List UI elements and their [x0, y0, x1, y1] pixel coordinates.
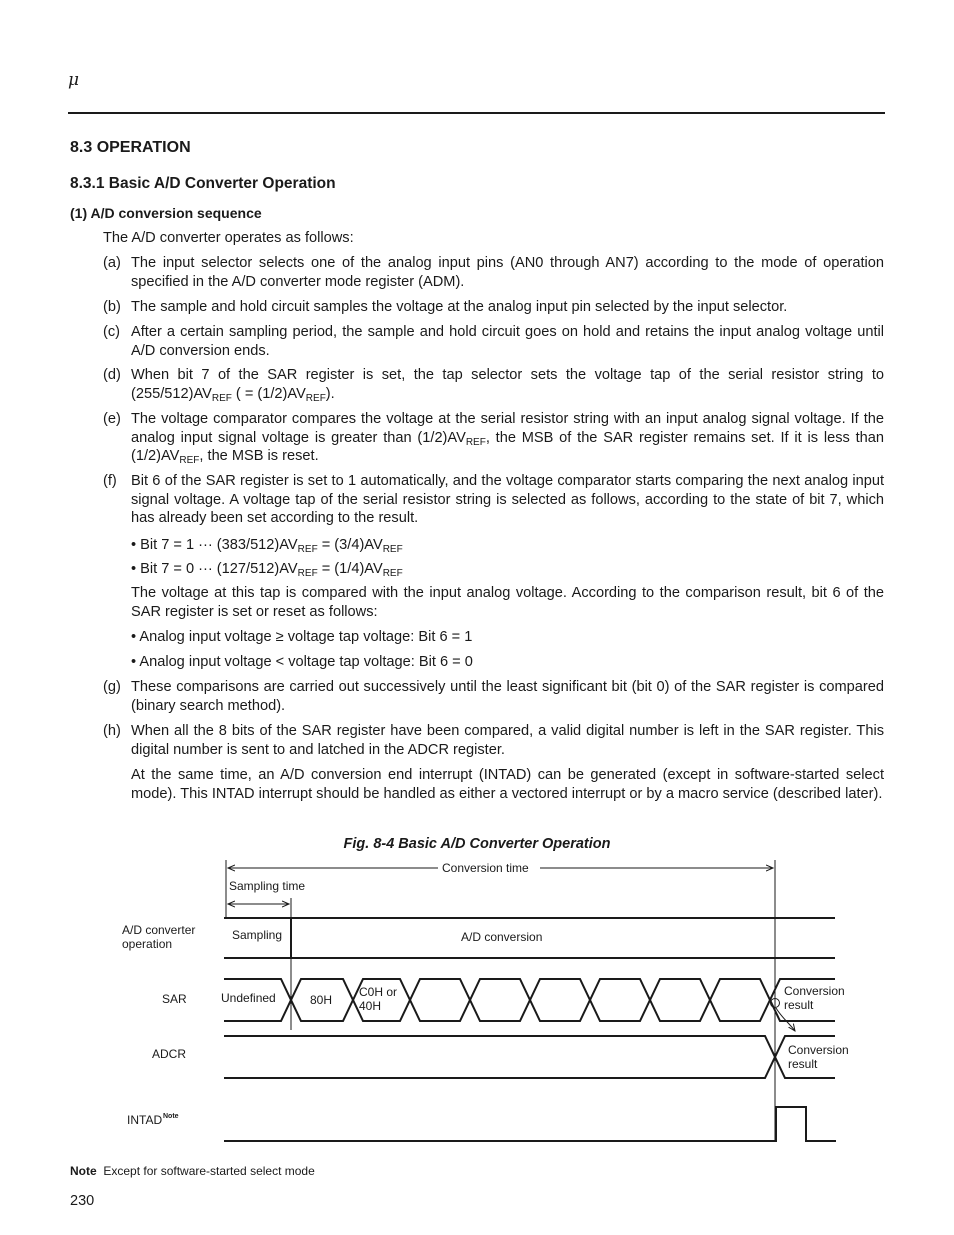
adc-operation-label-1: A/D converter — [122, 923, 196, 937]
step-f-para: The voltage at this tap is compared with the input analog voltage. According to the comparison result, bit 6 of the SAR register is set or reset as follows: — [131, 585, 884, 620]
sar-80h-label: 80H — [310, 993, 333, 1007]
bullet-bit7-0: • Bit 7 = 0 ··· $(127/512)AV_{REF} = (1/4)AV_{REF}$ — [131, 561, 403, 579]
section-title: 8.3 OPERATION — [70, 139, 191, 156]
step-c-text: After a certain sampling period, the sample and hold circuit goes on hold and retains the input analog voltage until A/D conversion ends. — [131, 324, 884, 359]
sampling-label: Sampling — [232, 928, 283, 942]
mu-symbol: μ — [68, 70, 80, 90]
adcr-label: ADCR — [152, 1047, 187, 1061]
step-c-label: (c) — [103, 324, 121, 340]
intad-label: INTAD — [127, 1113, 163, 1127]
step-a-text: The input selector selects one of the analog input pins (AN0 through AN7) according to the mode of operation specified in the A/D converter mode register (ADM). — [131, 255, 884, 290]
adcr-bus-bottom — [224, 1057, 835, 1078]
sar-label: SAR — [162, 992, 187, 1006]
note-text: Except for software-started select mode — [103, 1164, 315, 1178]
subsection-title: 8.3.1 Basic A/D Converter Operation — [70, 175, 336, 192]
item-heading: (1) A/D conversion sequence — [70, 205, 262, 221]
sar-result-label-2: result — [784, 998, 814, 1012]
ad-conversion-label: A/D conversion — [461, 930, 543, 944]
undefined-label: Undefined — [221, 991, 276, 1005]
step-d-label: (d) — [103, 367, 121, 383]
step-e-text: The voltage comparator compares the voltage at the serial resistor string with an input analog signal voltage. If the analog input signal voltage is greater than $(1/2)AV_{REF}$, the MSB of the SAR register remains set. If it is less than $(1/2)AV_{REF}$, the MSB is reset. — [131, 411, 884, 466]
step-b-text: The sample and hold circuit samples the voltage at the analog input pin selected by the input selector. — [131, 299, 788, 315]
sampling-time-label: Sampling time — [229, 879, 306, 893]
step-h-label: (h) — [103, 723, 121, 739]
figure-caption: Fig. 8-4 Basic A/D Converter Operation — [343, 836, 611, 852]
step-f-text: Bit 6 of the SAR register is set to 1 automatically, and the voltage comparator starts comparing the next analog input signal voltage. A voltage tap of the serial resistor string is selected as follows, according to the state of bit 7, which has already been set according to the result. — [131, 473, 884, 526]
sar-result-label-1: Conversion — [784, 984, 845, 998]
step-h-text: When all the 8 bits of the SAR register have been compared, a valid digital number is left in the SAR register. This digital number is sent to and latched in the ADCR register. — [131, 723, 884, 758]
step-a-label: (a) — [103, 255, 121, 271]
note-label: Note — [70, 1164, 97, 1178]
step-b-label: (b) — [103, 299, 121, 315]
step-h-para: At the same time, an A/D conversion end interrupt (INTAD) can be generated (except in software-started select mode). This INTAD interrupt should be handled as either a vectored interrupt or by a macro service (described later). — [131, 767, 884, 802]
adcr-result-label-1: Conversion — [788, 1043, 849, 1057]
intad-note-sup: Note — [163, 1113, 179, 1120]
step-d-text: When bit 7 of the SAR register is set, the tap selector sets the voltage tap of the serial resistor string to $(255/512)AV_{REF}$ ( = $(1/2)AV_{REF}$). — [131, 367, 884, 404]
conversion-time-label: Conversion time — [442, 861, 529, 875]
page-number: 230 — [70, 1193, 95, 1209]
sar-c0h-label-1: C0H or — [359, 985, 398, 999]
bullet-bit6-0: • Analog input voltage < voltage tap voltage: Bit 6 = 0 — [131, 654, 473, 670]
intro-text: The A/D converter operates as follows: — [103, 230, 354, 246]
step-g-label: (g) — [103, 679, 121, 695]
sar-c0h-label-2: 40H — [359, 999, 382, 1013]
step-f-label: (f) — [103, 473, 117, 489]
adcr-bus-top — [224, 1036, 835, 1057]
intad-signal — [224, 1107, 836, 1141]
bullet-bit7-1: • Bit 7 = 1 ··· $(383/512)AV_{REF} = (3/4)AV_{REF}$ — [131, 537, 403, 555]
bullet-bit6-1: • Analog input voltage ≥ voltage tap voltage: Bit 6 = 1 — [131, 629, 473, 645]
step-e-label: (e) — [103, 411, 121, 427]
figure-note — [70, 1164, 315, 1178]
step-g-text: These comparisons are carried out successively until the least significant bit (bit 0) of the SAR register is compared (binary search method). — [131, 679, 884, 714]
adcr-result-label-2: result — [788, 1057, 818, 1071]
adc-operation-label-2: operation — [122, 937, 173, 951]
